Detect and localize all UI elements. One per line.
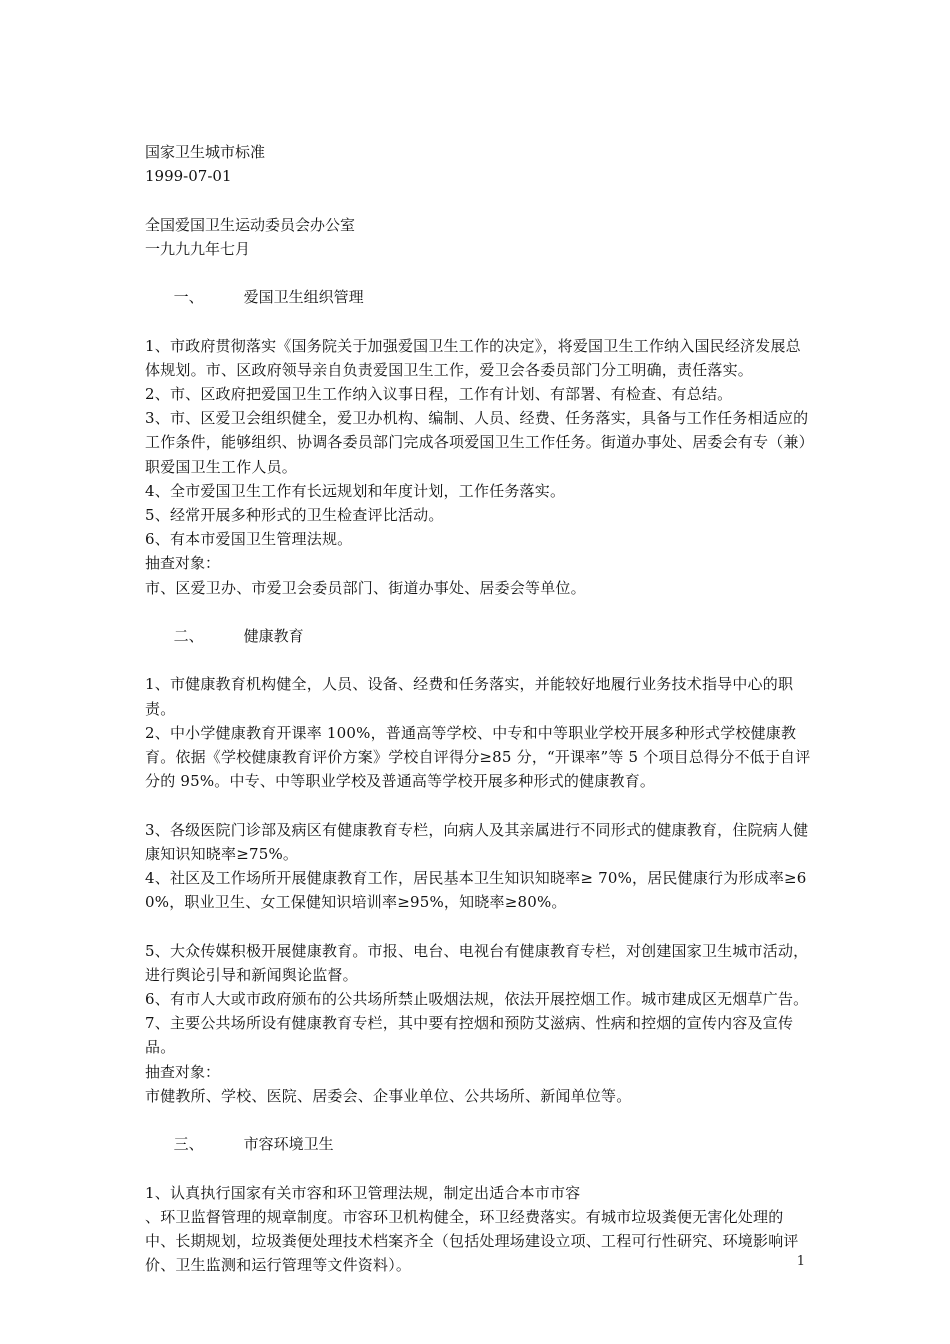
document-body [145,140,812,1278]
check-targets: 市、区爱卫办、市爱卫会委员部门、街道办事处、居委会等单位。 [145,578,586,597]
blank-line [145,793,812,817]
section-item: 2、市、区政府把爱国卫生工作纳入议事日程，工作有计划、有部署、有检查、有总结。 [145,385,733,404]
issuer: 全国爱国卫生运动委员会办公室 [145,215,356,234]
section-item: 7、主要公共场所设有健康教育专栏，其中要有控烟和预防艾滋病、性病和控烟的宣传内容及宣传品。 [145,1014,794,1057]
section-item: 4、社区及工作场所开展健康教育工作，居民基本卫生知识知晓率≥ 70%，居民健康行为形成率≥60%，职业卫生、女工保健知识培训率≥95%，知晓率≥80%。 [145,869,807,912]
section-item: 5、大众传媒积极开展健康教育。市报、电台、电视台有健康教育专栏，对创建国家卫生城市活动，进行舆论引导和新闻舆论监督。 [145,941,809,984]
blank-line [145,188,812,212]
section-item: 1、市健康教育机构健全，人员、设备、经费和任务落实，并能较好地履行业务技术指导中心的职责。 [145,675,794,718]
check-label: 抽查对象： [145,554,221,573]
section-title: 市容环境卫生 [243,1135,334,1154]
section-item: 1、市政府贯彻落实《国务院关于加强爱国卫生工作的决定》，将爱国卫生工作纳入国民经济发展总体规划。市、区政府领导亲自负责爱国卫生工作，爱卫会各委员部门分工明确，责任落实。 [145,336,801,379]
section-number: 三、 [173,1135,204,1154]
section-number: 一、 [173,288,204,307]
section-item: 4、全市爱国卫生工作有长远规划和年度计划，工作任务落实。 [145,481,566,500]
blank-line [145,914,812,938]
section-heading [145,1108,812,1181]
document-title: 国家卫生城市标准 [145,143,266,161]
document-date: 1999-07-01 [145,167,232,186]
section-item: 2、中小学健康教育开课率 100%，普通高等学校、中专和中等职业学校开展多种形式学校健康教育。依据《学校健康教育评价方案》学校自评得分≥85 分，“开课率”等 5 个项目总得分不低于自评分的 95%。中专、中等职业学校及普通高等学校开展多种形式的健康教育。 [145,723,811,791]
check-label: 抽查对象： [145,1062,221,1081]
section-item: 6、有本市爱国卫生管理法规。 [145,530,353,549]
section-item: 3、市、区爱卫会组织健全，爱卫办机构、编制、人员、经费、任务落实，具备与工作任务相适应的工作条件，能够组织、协调各委员部门完成各项爱国卫生工作任务。街道办事处、居委会有专（兼）职爱国卫生工作人员。 [145,409,809,476]
section-number: 二、 [173,627,204,646]
check-targets: 市健教所、学校、医院、居委会、企事业单位、公共场所、新闻单位等。 [145,1086,632,1105]
section-title: 爱国卫生组织管理 [243,288,364,307]
section-heading [145,261,812,334]
section-title: 健康教育 [243,627,304,646]
section-item: 3、各级医院门诊部及病区有健康教育专栏，向病人及其亲属进行不同形式的健康教育，住院病人健康知识知晓率≥75%。 [145,820,809,863]
issue-date: 一九九九年七月 [145,239,251,258]
section-item: 5、经常开展多种形式的卫生检查评比活动。 [145,506,444,525]
section-item: 6、有市人大或市政府颁布的公共场所禁止吸烟法规，依法开展控烟工作。城市建成区无烟草广告。 [145,990,809,1009]
section-item: 1、认真执行国家有关市容和环卫管理法规，制定出适合本市市容 [145,1183,581,1202]
page-number: 1 [796,1254,805,1269]
section-item: 、环卫监督管理的规章制度。市容环卫机构健全，环卫经费落实。有城市垃圾粪便无害化处理的中、长期规划，垃圾粪便处理技术档案齐全（包括处理场建设立项、工程可行性研究、环境影响评价、卫生监测和运行管理等文件资料）。 [145,1207,799,1275]
section-heading [145,600,812,673]
